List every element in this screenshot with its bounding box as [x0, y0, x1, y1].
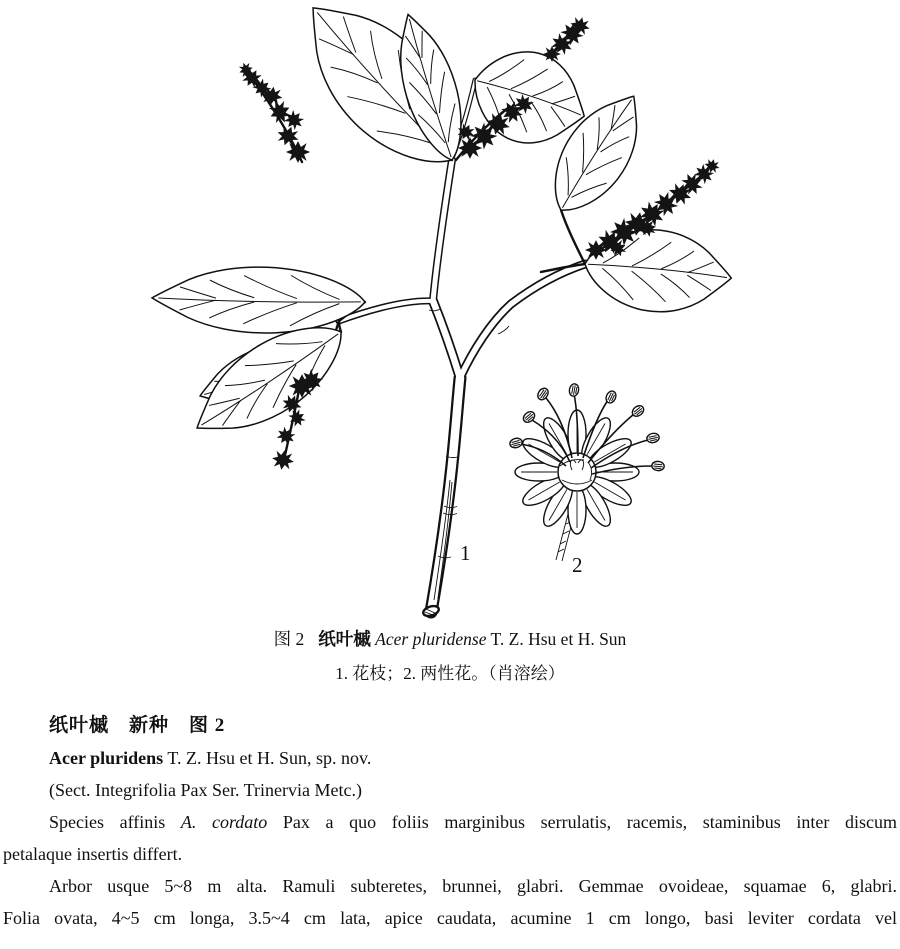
label-flowering-branch: 1 — [460, 541, 471, 565]
branch-stems — [332, 80, 585, 618]
flower-cup — [558, 453, 596, 491]
species-name-authors: T. Z. Hsu et H. Sun, sp. nov. — [163, 748, 372, 768]
figure-caption-line2: 1. 花枝；2. 两性花。（肖溶绘） — [335, 664, 565, 683]
label-bisexual-flower: 2 — [572, 553, 583, 577]
anther-icon — [568, 383, 579, 397]
anther-icon — [509, 437, 523, 449]
caption-chinese-name: 纸叶槭 — [318, 629, 371, 649]
caption-figure-number: 图 2 — [273, 629, 305, 649]
figure-caption-line1 — [0, 628, 900, 651]
raceme-top-right — [544, 16, 591, 61]
leaf-left-horizontal — [151, 265, 365, 335]
diagnosis-line2: petalaque insertis differt. — [3, 844, 183, 864]
raceme-upper-left — [238, 61, 309, 162]
species-name-line — [3, 742, 897, 774]
flower-detail — [509, 383, 665, 561]
species-heading-cn: 纸叶槭 新种 图 2 — [49, 715, 226, 736]
section-line: (Sect. Integrifolia Pax Ser. Trinervia Metc.) — [49, 780, 362, 800]
diagnosis-compared-species: A. cordato — [180, 812, 268, 832]
caption-species-name: Acer pluridense — [375, 629, 487, 649]
species-name-bold: Acer pluridens — [49, 748, 164, 768]
description-line2: Folia ovata, 4~5 cm longa, 3.5~4 cm lata, apice caudata, acumine 1 cm longo, basi leviter cordata vel — [3, 908, 897, 928]
description-line1: Arbor usque 5~8 m alta. Ramuli subteretes, brunnei, glabri. Gemmae ovoideae, squamae 6, glabri. — [49, 876, 897, 896]
diagnosis-line1 — [3, 806, 897, 838]
anther-icon — [646, 432, 660, 444]
diagnosis-post: Pax a quo foliis marginibus serrulatis, racemis, staminibus inter discum — [282, 812, 897, 832]
diagnosis-pre: Species affinis — [49, 812, 166, 832]
caption-authors: T. Z. Hsu et H. Sun — [490, 629, 627, 649]
article-text — [0, 710, 900, 934]
anther-icon — [651, 461, 664, 471]
